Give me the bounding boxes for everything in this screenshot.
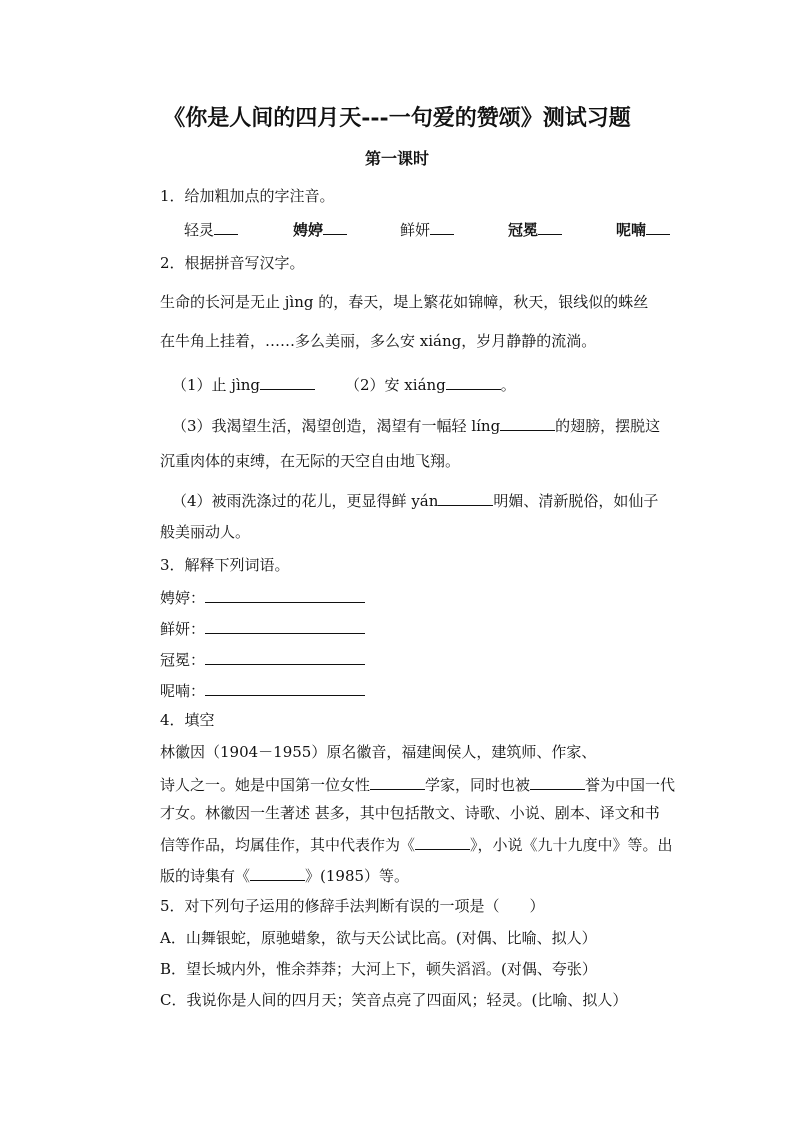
q4-line: 林徽因（1904－1955）原名徽音，福建闽侯人，建筑师、作家、 [160, 743, 597, 761]
q4-line [160, 833, 673, 855]
q1-heading: 1．给加粗加点的字注音。 [160, 187, 335, 205]
q1-word-text: 轻灵 [184, 221, 215, 239]
q2-sub4-line2: 般美丽动人。 [160, 523, 251, 541]
q2-sub1-label: （1）止 jìng [172, 376, 261, 394]
document-title: 《你是人间的四月天---一句爱的赞颂》测试习题 [163, 105, 631, 131]
answer-blank[interactable] [205, 617, 365, 634]
q2-sub2-label: （2）安 xiáng [345, 376, 446, 394]
q2-sub3-text: 的翅膀，摆脱这 [555, 417, 661, 435]
q4-text: 信等作品，均属佳作，其中代表作为《 [160, 836, 416, 854]
q5-heading: 5．对下列句子运用的修辞手法判断有误的一项是（ ） [160, 897, 545, 915]
q3-term-row [160, 679, 365, 701]
answer-blank[interactable] [646, 218, 670, 235]
q4-heading: 4．填空 [160, 711, 215, 729]
answer-blank[interactable] [500, 414, 555, 431]
q3-term: 冠冕： [160, 651, 206, 669]
q2-passage-line: 在牛角上挂着，……多么美丽，多么安 xiáng，岁月静静的流淌。 [160, 332, 597, 350]
q1-word-text: 冠冕 [508, 221, 539, 239]
answer-blank[interactable] [430, 218, 454, 235]
q3-term-row [160, 617, 365, 639]
q2-sub4-text: 明媚、清新脱俗，如仙子 [493, 492, 659, 510]
q4-text: 》(1985）等。 [305, 867, 410, 885]
q3-term: 鲜妍： [160, 620, 206, 638]
q3-term-row [160, 586, 365, 608]
q4-line: 才女。林徽因一生著述 甚多，其中包括散文、诗歌、小说、剧本、译文和书 [160, 804, 660, 822]
answer-blank[interactable] [370, 773, 425, 790]
q2-sub2 [345, 373, 516, 395]
q1-word-text: 鲜妍 [400, 221, 431, 239]
q4-text: 》，小说《九十九度中》等。出 [470, 836, 673, 854]
q5-option-b: B．望长城内外，惟余莽莽；大河上下，顿失滔滔。(对偶、夸张） [160, 960, 597, 978]
q1-word [508, 218, 562, 240]
q3-term: 呢喃： [160, 682, 206, 700]
q2-sub4 [172, 489, 658, 511]
answer-blank[interactable] [446, 373, 501, 390]
q2-passage-line: 生命的长河是无止 jìng 的，春天，堤上繁花如锦幛，秋天，银线似的蛛丝 [160, 293, 649, 311]
q1-word [293, 218, 347, 240]
q1-word [184, 218, 238, 240]
q2-sub3-text: （3）我渴望生活，渴望创造，渴望有一幅轻 líng [172, 417, 501, 435]
q1-word [400, 218, 454, 240]
q2-sub1 [172, 373, 315, 395]
q5-option-c: C．我说你是人间的四月天；笑音点亮了四面风；轻灵。(比喻、拟人） [160, 991, 628, 1009]
lesson-subtitle: 第一课时 [364, 149, 429, 168]
answer-blank[interactable] [205, 586, 365, 603]
q2-heading: 2．根据拼音写汉字。 [160, 254, 305, 272]
answer-blank[interactable] [530, 773, 585, 790]
answer-blank[interactable] [538, 218, 562, 235]
answer-blank[interactable] [205, 648, 365, 665]
answer-blank[interactable] [214, 218, 238, 235]
q1-word-text: 娉婷 [293, 221, 324, 239]
q4-text: 诗人之一。她是中国第一位女性 [160, 776, 371, 794]
q3-term-row [160, 648, 365, 670]
q5-option-a: A．山舞银蛇，原驰蜡象，欲与天公试比高。(对偶、比喻、拟人） [160, 929, 597, 947]
q2-sub3-line2: 沉重肉体的束缚，在无际的天空自由地飞翔。 [160, 452, 461, 470]
answer-blank[interactable] [260, 373, 315, 390]
q2-sub3 [172, 414, 660, 436]
q4-text: 学家，同时也被 [425, 776, 531, 794]
answer-blank[interactable] [323, 218, 347, 235]
q1-word-text: 呢喃 [616, 221, 647, 239]
q3-term: 娉婷： [160, 589, 206, 607]
answer-blank[interactable] [438, 489, 493, 506]
q4-text: 誉为中国一代 [585, 776, 676, 794]
q4-line [160, 864, 409, 886]
q1-word [616, 218, 670, 240]
q4-line [160, 773, 675, 795]
q3-heading: 3．解释下列词语。 [160, 556, 290, 574]
q2-sub4-text: （4）被雨洗涤过的花儿，更显得鲜 yán [172, 492, 439, 510]
q2-sub2-end: 。 [500, 376, 516, 394]
q4-text: 版的诗集有《 [160, 867, 251, 885]
answer-blank[interactable] [205, 679, 365, 696]
answer-blank[interactable] [415, 833, 470, 850]
answer-blank[interactable] [250, 864, 305, 881]
